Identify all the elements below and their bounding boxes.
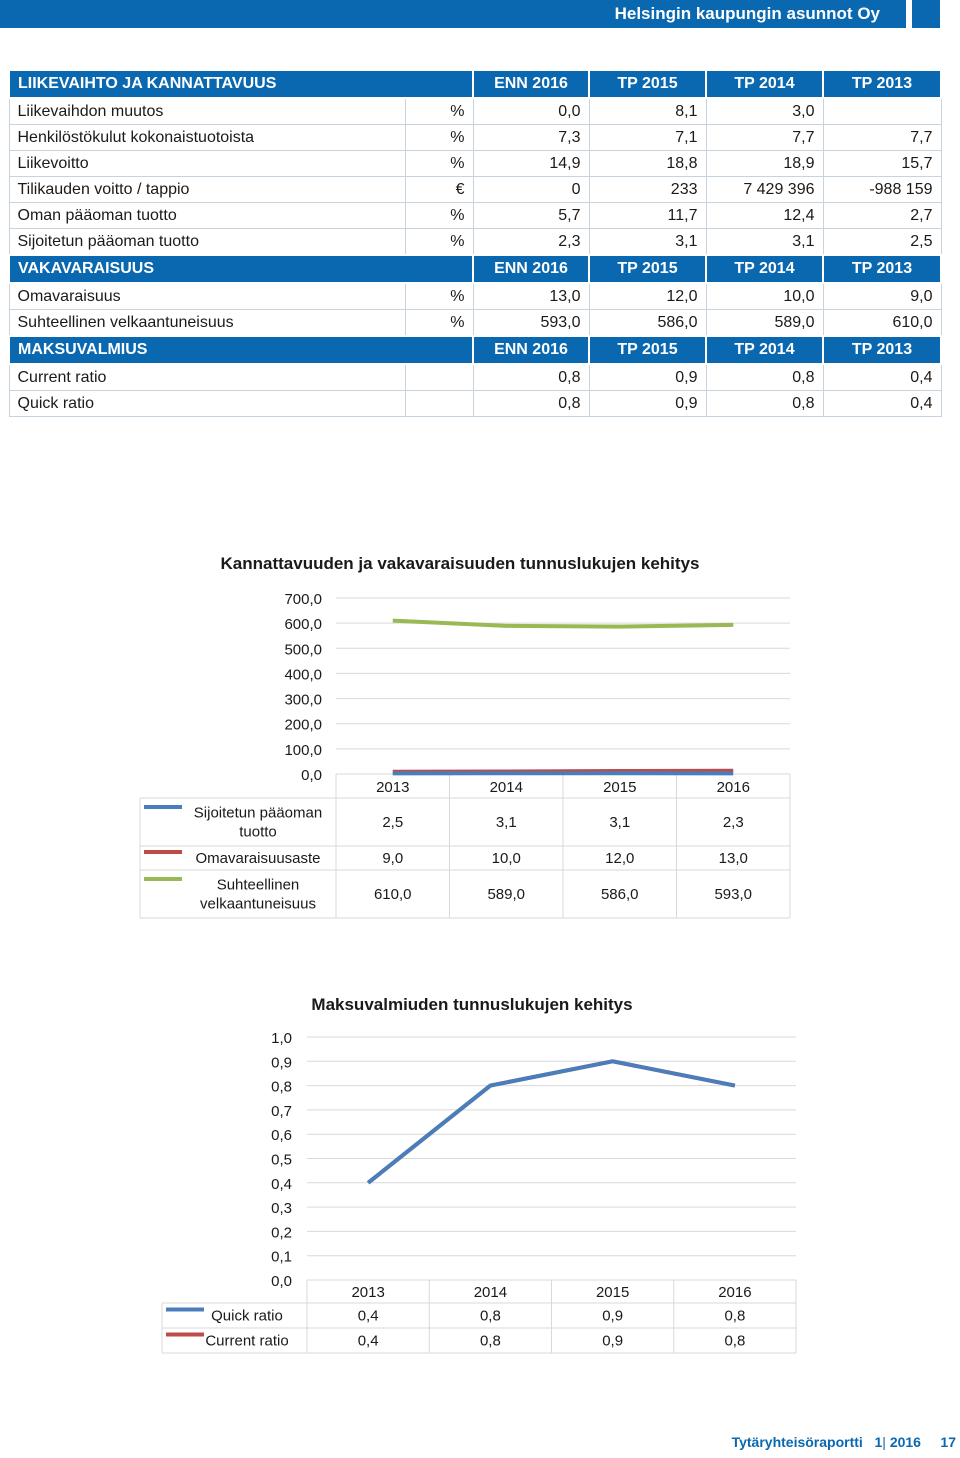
row-unit: % bbox=[405, 229, 473, 256]
data-table-value: 610,0 bbox=[373, 886, 412, 903]
row-value: 0,8 bbox=[706, 364, 823, 391]
row-value: 233 bbox=[589, 177, 706, 203]
row-value: 12,0 bbox=[589, 283, 706, 310]
row-value: 0 bbox=[473, 177, 589, 203]
data-table-value: 0,4 bbox=[357, 1307, 379, 1325]
y-tick-label: 0,4 bbox=[271, 1175, 292, 1193]
legend-series-name: Quick ratioQuick ratio bbox=[211, 1307, 283, 1325]
row-label: Sijoitetun pääoman tuotto bbox=[9, 229, 405, 256]
section-title: MAKSUVALMIUS bbox=[9, 336, 473, 364]
header-bar bbox=[0, 0, 906, 28]
chart-liquidity-svg bbox=[0, 985, 960, 1365]
row-value: 2,7 bbox=[823, 203, 941, 229]
row-unit: % bbox=[405, 98, 473, 125]
row-value: 15,7 bbox=[823, 151, 941, 177]
row-label: Current ratio bbox=[9, 364, 405, 391]
report-period: 1 bbox=[874, 1434, 883, 1450]
column-header: TP 2013 bbox=[823, 70, 941, 98]
row-value: 7,7 bbox=[706, 125, 823, 151]
column-header: ENN 2016 bbox=[473, 70, 589, 98]
row-unit: % bbox=[405, 310, 473, 337]
x-tick-label: 2015 bbox=[603, 779, 637, 796]
data-table-value: 2,3 bbox=[722, 814, 744, 831]
column-header: TP 2013 bbox=[823, 336, 941, 364]
section-title: VAKAVARAISUUS bbox=[9, 255, 473, 283]
data-table-value: 586,0 bbox=[600, 886, 639, 903]
row-value: -988 159 bbox=[823, 177, 941, 203]
y-tick-label: 600,0 bbox=[284, 616, 322, 634]
column-header: TP 2015 bbox=[589, 70, 706, 98]
page-number: 17 bbox=[940, 1434, 956, 1450]
data-table-value: 13,0 bbox=[718, 850, 748, 867]
header-accent-block bbox=[912, 0, 940, 28]
row-value: 610,0 bbox=[823, 310, 941, 337]
row-unit: € bbox=[405, 177, 473, 203]
row-label: Liikevoitto bbox=[9, 151, 405, 177]
table-row bbox=[9, 151, 941, 177]
row-value bbox=[823, 98, 941, 125]
y-tick-label: 100,0 bbox=[284, 741, 322, 759]
row-value: 5,7 bbox=[473, 203, 589, 229]
series-line bbox=[368, 1061, 735, 1183]
row-value: 18,9 bbox=[706, 151, 823, 177]
y-tick-label: 500,0 bbox=[284, 641, 322, 659]
x-tick-label: 2013 bbox=[376, 779, 410, 796]
table-row bbox=[9, 364, 941, 391]
table-row bbox=[9, 310, 941, 337]
table-row bbox=[9, 229, 941, 256]
y-tick-label: 0,5 bbox=[271, 1151, 292, 1169]
table-row bbox=[9, 125, 941, 151]
chart-liquidity bbox=[0, 985, 960, 1365]
row-value: 3,1 bbox=[589, 229, 706, 256]
column-header: TP 2013 bbox=[823, 255, 941, 283]
row-unit: % bbox=[405, 203, 473, 229]
x-tick-label: 2016 bbox=[718, 1284, 752, 1301]
data-table-value: 0,9 bbox=[602, 1332, 624, 1350]
row-label: Quick ratio bbox=[9, 391, 405, 417]
row-value: 12,4 bbox=[706, 203, 823, 229]
row-value: 586,0 bbox=[589, 310, 706, 337]
row-value: 7,7 bbox=[823, 125, 941, 151]
row-value: 0,8 bbox=[706, 391, 823, 417]
row-unit: % bbox=[405, 283, 473, 310]
y-tick-label: 1,0 bbox=[271, 1030, 292, 1047]
y-tick-label: 0,0 bbox=[301, 767, 322, 784]
data-table-value: 0,8 bbox=[479, 1332, 501, 1350]
row-value: 0,8 bbox=[473, 364, 589, 391]
legend-series-name: OmavaraisuusasteOmavaraisuusaste bbox=[195, 850, 321, 867]
table-row bbox=[9, 283, 941, 310]
section-title: LIIKEVAIHTO JA KANNATTAVUUS bbox=[9, 70, 473, 98]
y-tick-label: 0,6 bbox=[271, 1127, 292, 1145]
x-tick-label: 2016 bbox=[716, 779, 750, 796]
table-row bbox=[9, 177, 941, 203]
row-value: 7,1 bbox=[589, 125, 706, 151]
data-table-value: 0,9 bbox=[602, 1307, 624, 1325]
row-value: 9,0 bbox=[823, 283, 941, 310]
chart-title: Kannattavuuden ja vakavaraisuuden tunnuslukujen kehitys bbox=[220, 554, 700, 573]
chart-profitability-svg bbox=[0, 540, 960, 930]
row-label: Liikevaihdon muutos bbox=[9, 98, 405, 125]
data-table-value: 2,5 bbox=[382, 814, 404, 831]
y-tick-label: 0,3 bbox=[271, 1200, 292, 1218]
x-tick-label: 2014 bbox=[489, 779, 523, 796]
table-row bbox=[9, 391, 941, 417]
column-header: TP 2014 bbox=[706, 336, 823, 364]
row-value: 2,3 bbox=[473, 229, 589, 256]
section-header-row bbox=[9, 336, 941, 364]
row-value: 0,8 bbox=[473, 391, 589, 417]
row-value: 2,5 bbox=[823, 229, 941, 256]
legend-series-name: Suhteellinen velkaantuneisuusSuhteellinen velkaantuneisuus bbox=[200, 876, 316, 913]
row-unit bbox=[405, 364, 473, 391]
table-row bbox=[9, 203, 941, 229]
legend-series-name: Current ratioCurrent ratio bbox=[205, 1332, 289, 1350]
data-table-value: 0,8 bbox=[724, 1332, 746, 1350]
y-tick-label: 0,9 bbox=[271, 1054, 292, 1072]
y-tick-label: 0,0 bbox=[271, 1273, 292, 1290]
row-unit: % bbox=[405, 151, 473, 177]
section-header-row bbox=[9, 255, 941, 283]
row-value: 11,7 bbox=[589, 203, 706, 229]
section-header-row bbox=[9, 70, 941, 98]
row-value: 0,9 bbox=[589, 391, 706, 417]
data-table-value: 593,0 bbox=[714, 886, 753, 903]
column-header: ENN 2016 bbox=[473, 336, 589, 364]
row-value: 589,0 bbox=[706, 310, 823, 337]
row-value: 3,1 bbox=[706, 229, 823, 256]
data-table-value: 589,0 bbox=[487, 886, 526, 903]
row-value: 10,0 bbox=[706, 283, 823, 310]
data-table-value: 0,4 bbox=[357, 1332, 379, 1350]
data-table-value: 9,0 bbox=[382, 850, 404, 867]
row-label: Tilikauden voitto / tappio bbox=[9, 177, 405, 203]
row-unit: % bbox=[405, 125, 473, 151]
row-label: Omavaraisuus bbox=[9, 283, 405, 310]
column-header: TP 2014 bbox=[706, 255, 823, 283]
row-value: 8,1 bbox=[589, 98, 706, 125]
y-tick-label: 0,8 bbox=[271, 1078, 292, 1096]
y-tick-label: 0,2 bbox=[271, 1224, 292, 1242]
chart-title: Maksuvalmiuden tunnuslukujen kehitys bbox=[311, 995, 633, 1014]
column-header: TP 2015 bbox=[589, 255, 706, 283]
y-tick-label: 700,0 bbox=[284, 591, 322, 608]
kpi-table bbox=[8, 69, 942, 417]
data-table-value: 0,8 bbox=[479, 1307, 501, 1325]
x-tick-label: 2015 bbox=[595, 1284, 630, 1301]
row-value: 0,0 bbox=[473, 98, 589, 125]
series-line bbox=[393, 621, 734, 627]
report-year: 2016 bbox=[889, 1434, 921, 1450]
series-line bbox=[368, 1061, 735, 1183]
company-name: Helsingin kaupungin asunnot Oy bbox=[614, 4, 880, 23]
column-header: TP 2015 bbox=[589, 336, 706, 364]
row-value: 0,4 bbox=[823, 391, 941, 417]
row-value: 18,8 bbox=[589, 151, 706, 177]
data-table-value: 3,1 bbox=[609, 814, 631, 831]
row-unit bbox=[405, 391, 473, 417]
data-table-value: 0,8 bbox=[724, 1307, 746, 1325]
row-value: 0,9 bbox=[589, 364, 706, 391]
page-footer: Tytäryhteisöraportti 1| 2016 17 bbox=[731, 1434, 956, 1450]
x-tick-label: 2013 bbox=[351, 1284, 385, 1301]
row-value: 14,9 bbox=[473, 151, 589, 177]
y-tick-label: 300,0 bbox=[284, 691, 322, 709]
table-row bbox=[9, 98, 941, 125]
legend-series-name: Sijoitetun pääoman tuottoSijoitetun pääoman tuotto bbox=[193, 804, 323, 841]
row-value: 593,0 bbox=[473, 310, 589, 337]
x-tick-label: 2014 bbox=[473, 1284, 508, 1301]
row-value: 3,0 bbox=[706, 98, 823, 125]
data-table-value: 10,0 bbox=[491, 850, 521, 867]
row-value: 7,3 bbox=[473, 125, 589, 151]
y-tick-label: 0,7 bbox=[271, 1102, 292, 1120]
report-name: Tytäryhteisöraportti bbox=[731, 1434, 863, 1450]
y-tick-label: 200,0 bbox=[284, 716, 322, 734]
row-value: 13,0 bbox=[473, 283, 589, 310]
data-table-value: 3,1 bbox=[495, 814, 517, 831]
chart-profitability bbox=[0, 540, 960, 930]
y-tick-label: 0,1 bbox=[271, 1248, 292, 1266]
row-value: 7 429 396 bbox=[706, 177, 823, 203]
y-tick-label: 400,0 bbox=[284, 666, 322, 684]
row-value: 0,4 bbox=[823, 364, 941, 391]
row-label: Henkilöstökulut kokonaistuotoista bbox=[9, 125, 405, 151]
column-header: TP 2014 bbox=[706, 70, 823, 98]
column-header: ENN 2016 bbox=[473, 255, 589, 283]
row-label: Suhteellinen velkaantuneisuus bbox=[9, 310, 405, 337]
row-label: Oman pääoman tuotto bbox=[9, 203, 405, 229]
data-table-value: 12,0 bbox=[605, 850, 635, 867]
